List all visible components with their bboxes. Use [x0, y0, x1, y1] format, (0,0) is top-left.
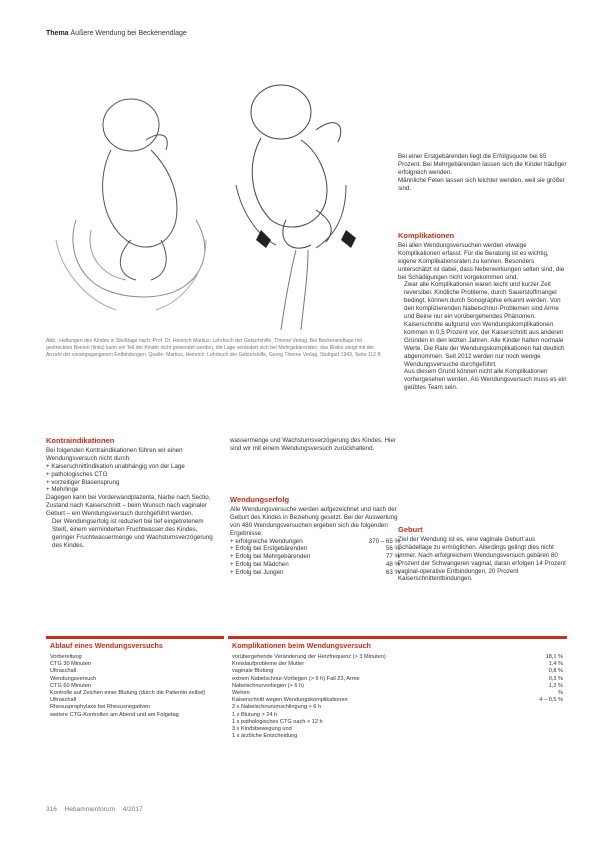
wendungserfolg-section — [230, 496, 400, 577]
wendungserfolg-heading: Wendungserfolg — [230, 495, 290, 504]
komplikation-label: 3 x Kindsbewegung und — [232, 726, 292, 733]
komplikationen-para-1: Bei allen Wendungsversuchen werden etwaige Komplikationen erfasst. Für die Beratung ist es wichtig, eigene Komplikationsraten zu kennen. Besonders unterschätzt ist dabei, dass Nebenwirkungen selten sind, die bei Schädigungen nicht vorgekommen sind. — [398, 241, 565, 281]
erfolg-label: + Erfolg bei Jungen — [230, 569, 284, 577]
komplikation-value — [523, 719, 563, 726]
right-column-top — [398, 153, 568, 193]
komplikation-label: extrem Nabelschnur-Vorliegen (> 6 h) Fall 23, Arme — [232, 675, 360, 682]
komplikation-row — [232, 654, 563, 661]
page-footer — [46, 806, 149, 813]
komplikation-value: 1,4 % — [548, 661, 563, 668]
ablauf-item: CTG 30 Minuten — [50, 661, 92, 668]
journal-name: Hebammenforum — [64, 806, 115, 813]
erfolg-row — [230, 561, 400, 569]
kontraindikationen-para-2: Dagegen kann bei Vorderwandplazenta, Narbe nach Sectio, Zustand nach Kaiserschnitt – beim Wunsch nach vaginaler Geburt – ein Wendungsversuch durchgeführt werden. — [46, 494, 211, 518]
komplikationen-heading: Komplikationen — [398, 231, 455, 240]
komplikation-row — [232, 704, 563, 711]
kontraindikation-item: + vorzeitiger Blasensprung — [46, 478, 120, 486]
komplikation-row — [232, 683, 563, 690]
erfolg-value: 56 % — [385, 545, 400, 553]
komplikation-label: Kaiserschnitt wegen Wendungskomplikationen — [232, 697, 348, 704]
left-baby-head — [103, 99, 159, 151]
komplikationen-box-title: Komplikationen beim Wendungsversuch — [228, 639, 567, 652]
komplikation-row — [232, 661, 563, 668]
komplikationen-section — [398, 232, 568, 392]
komplikation-label: 1 x ärztliche Entscheidung — [232, 733, 298, 740]
komplikation-label: Wehen — [232, 690, 250, 697]
ablauf-item: Wendungsversuch — [50, 675, 97, 682]
erfolg-value: 370 – 65 % — [368, 537, 400, 545]
ablauf-item: Ultraschall — [50, 668, 77, 675]
komplikationen-box-body — [228, 652, 567, 742]
komplikation-row — [232, 719, 563, 726]
komplikation-value — [523, 726, 563, 733]
ablauf-item: Rhesusprophylaxe bei Rhesusnegativen — [50, 704, 151, 711]
geburt-section — [398, 526, 568, 583]
figure-caption: Abb.: Haltungen des Kindes in Steißlage nach: Prof. Dr. Heinrich Martius: Lehrbuch der Geburtshilfe, Thieme Verlag. Bei Beckenendlage mit gestreckten Beinen (links) kann ein Teil der Kinder nicht gewendet werden, die Lage verändert sich bei Mehrgebärenden, das Risiko steigt mit der Anzahl der vorangegangenen Entbindungen. Quelle: Martius, Heinrich: Lehrbuch der Geburtshilfe, Georg Thieme Verlag, Stuttgart 1943, Seite 112 ff. — [46, 338, 382, 358]
erfolg-label: + Erfolg bei Mehrgebärenden — [230, 553, 311, 561]
theme-title: Äußere Wendung bei Beckenendlage — [70, 30, 187, 37]
breech-illustration — [46, 70, 384, 335]
kontraindikationen-heading: Kontraindikationen — [46, 436, 115, 445]
issue: 4/2017 — [122, 806, 143, 813]
left-pelvis — [73, 220, 205, 297]
right-para-2: Männliche Feten lassen sich leichter wenden, weil sie größer sind. — [398, 176, 565, 192]
left-pelvis-bone — [56, 240, 206, 310]
komplikation-value — [523, 733, 563, 740]
erfolg-label: + Erfolg bei Erstgebärenden — [230, 545, 308, 553]
right-hand — [281, 250, 308, 330]
left-baby-arm — [146, 135, 167, 150]
komplikation-value: % — [558, 690, 563, 697]
page-number: 316 — [46, 806, 57, 813]
komplikation-value: 4 – 0,5 % — [539, 697, 563, 704]
right-baby-arm — [316, 123, 341, 142]
komplikationen-box — [228, 636, 567, 767]
komplikation-value — [523, 712, 563, 719]
komplikation-label: Nabelschnurvorliegen (> 6 h) — [232, 682, 304, 689]
left-dark-mark — [256, 230, 271, 248]
left-pelvis-inner — [90, 230, 126, 280]
erfolg-value: 77 % — [385, 553, 400, 561]
right-para-1: Bei einer Erstgebärenden liegt die Erfolgsquote bei 65 Prozent. Bei Mehrgebärenden lassen sich die Kinder häufiger erfolgreich wenden. — [398, 153, 567, 176]
theme-label: Thema — [46, 30, 69, 37]
erfolg-label: + Erfolg bei Mädchen — [230, 561, 289, 569]
kontraindikation-item: + Kaiserschnittindikation unabhängig von der Lage — [46, 462, 185, 470]
ablauf-item: Ultraschall — [50, 697, 77, 704]
right-baby-body — [252, 138, 327, 227]
komplikation-label: Kreislaufprobleme der Mutter — [232, 661, 305, 668]
komplikation-label: vaginale Blutung — [232, 668, 274, 675]
komplikationen-para-2: Zwar alle Komplikationen waren leicht und kurzer Zeit reversibel. Kindliche Probleme, durch Sauerstoffmangel bedingt, können durch Sonographie erkannt werden. Von den komplizierenden Nabelschnur-Problemen sind Arme und Beine nur ein vorübergehendes Phänomen. Kaiserschnitte aufgrund von Wendungskomplikationen kommen in 0,5 Prozent vor, der Kaiserschnitt aus anderen Gründen in den letzten Jahren. Alle Kinder hatten normale Werte. Die Rate der Wendungskomplikationen hat deutlich abgenommen. Seit 2012 werden nur noch wenige Wendungsversuche durchgeführt. — [404, 281, 565, 368]
komplikation-value — [523, 704, 563, 711]
komplikation-label: 2 x Nabelschnurumschlingung > 6 h — [232, 704, 322, 711]
komplikationen-para-3: Aus diesem Grund können nicht alle Komplikationen vorhergesehen werden. Als Wendungsversuch muss es ein geübtes Team sein. — [404, 368, 567, 392]
komplikation-label: 1 x Blutung > 24 h — [232, 711, 278, 718]
komplikation-value: 1,2 % — [548, 682, 563, 689]
kontraindikationen-intro: Bei folgenden Kontraindikationen führen wir einen Wendungsversuch nicht durch: — [46, 446, 183, 462]
ablauf-box-title: Ablauf eines Wendungsversuchs — [46, 639, 224, 652]
ablauf-box — [46, 636, 224, 767]
right-dark-mark — [341, 230, 356, 248]
ablauf-item: Kontrolle auf Zeichen einer Blutung (durch die Patientin selbst) — [50, 690, 206, 697]
erfolg-row — [230, 569, 400, 577]
komplikation-label: vorübergehende Veränderung der Herzfrequenz (> 3 Minuten) — [232, 654, 386, 660]
right-baby-head — [251, 85, 311, 139]
kontraindikation-item: + pathologisches CTG — [46, 470, 108, 478]
erfolg-row — [230, 545, 400, 553]
erfolg-row — [230, 538, 400, 546]
kontraindikationen-para-3: Der Wendungserfolg ist reduziert bei tief eingetretenem Steiß, einem verminderten Fruchtwasser des Kindes, geringer Fruchtwassermenge und Wachstumsverzögerung des Kindes. — [52, 518, 213, 549]
ablauf-item: weitere CTG-Kontrollen am Abend und am Folgetag — [50, 711, 179, 718]
komplikation-row — [232, 712, 563, 719]
erfolg-value: 63 % — [385, 569, 400, 577]
ablauf-item: Vorbereitung — [50, 654, 82, 660]
komplikation-row — [232, 726, 563, 733]
komplikation-row — [232, 668, 563, 675]
right-pelvis — [236, 185, 346, 248]
page-header — [46, 30, 187, 37]
geburt-para: Ziel der Wendung ist es, eine vaginale Geburt aus Schädellage zu ermöglichen. Allerdings gelingt dies nicht immer. Nach erfolgreichem Wendungsversuch gebären 80 Prozent der Schwangeren vaginal, daran erfolgen 14 Prozent vaginal-operative Entbindungen, 20 Prozent Kaiserschnittentbindungen. — [398, 535, 566, 583]
komplikation-value: 18,1 % — [545, 654, 563, 660]
erfolg-label: + erfolgreiche Wendungen — [230, 537, 303, 545]
komplikation-row — [232, 690, 563, 697]
ablauf-item: CTG 60 Minuten — [50, 682, 92, 689]
kontraindikationen-section — [46, 437, 220, 550]
komplikation-row — [232, 676, 563, 683]
left-baby-body — [103, 150, 177, 247]
mid-top-para: wassermenge und Wachstumsverzögerung des Kindes. Hier sind wir mit einem Wendungsversuch zurückhaltend. — [230, 437, 396, 452]
erfolg-row — [230, 553, 400, 561]
komplikation-row — [232, 733, 563, 740]
komplikation-row — [232, 697, 563, 704]
ablauf-box-body — [46, 652, 224, 721]
komplikation-value: 0,3 % — [548, 675, 563, 682]
komplikation-label: 1 x pathologisches CTG nach > 12 h — [232, 718, 323, 725]
mid-column-top — [230, 437, 400, 453]
komplikation-value: 0,8 % — [548, 668, 563, 675]
geburt-heading: Geburt — [398, 525, 423, 534]
left-baby-legs — [120, 240, 166, 280]
wendungserfolg-para: Alle Wendungsversuche werden aufgezeichnet und nach der Geburt des Kindes in Beziehung gesetzt. Bei der Auswertung von 480 Wendungsversuchen ergeben sich die folgenden Ergebnisse: — [230, 505, 398, 537]
kontraindikation-item: + Mehrlinge — [46, 486, 79, 494]
erfolg-value: 48 % — [385, 561, 400, 569]
